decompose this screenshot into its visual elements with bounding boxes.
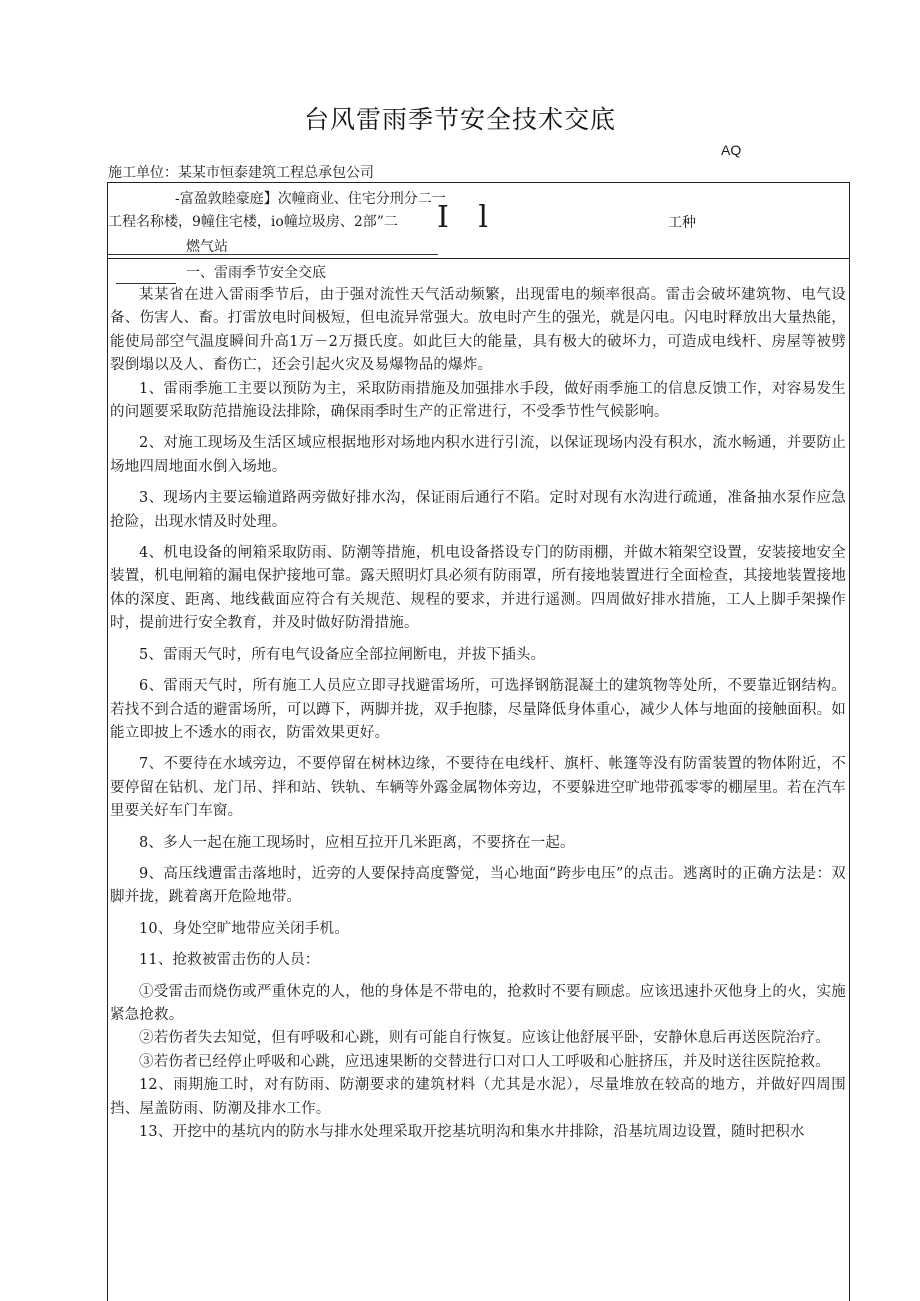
paragraph-item-13: 13、开挖中的基坑内的防水与排水处理采取开挖基坑明沟和集水井排除，沿基坑周边设置，随时把积水	[139, 1124, 805, 1140]
project-name-line-1: -富盈敦睦豪庭】次幢商业、住宅分刑分二一	[175, 191, 446, 207]
paragraph-item-12: 12、雨期施工时，对有防雨、防潮要求的建筑材料（尤其是水泥），尽量堆放在较高的地方，并做好四周围挡、屋盖防雨、防潮及排水工作。	[110, 1077, 846, 1117]
paragraph-item-3: 3、现场内主要运输道路两旁做好排水沟，保证雨后通行不陷。定时对现有水沟进行疏通，准备抽水泵作应急抢险，出现水情及时处理。	[110, 490, 846, 530]
project-underline	[108, 254, 438, 255]
paragraph-item-11: 11、抢救被雷击伤的人员：	[139, 952, 320, 969]
paragraph-sub-3: ③若伤者已经停止呼吸和心跳，应迅速果断的交替进行口对口人工呼吸和心脏挤压，并及时送往医院抢救。	[139, 1053, 830, 1070]
paragraph-sub-2: ②若伤者失去知觉，但有呼吸和心跳，则有可能自行恢复。应该让他舒展平卧，安静休息后再送医院治疗。	[139, 1030, 830, 1047]
table-top-border	[107, 182, 849, 183]
unit-label: 施工单位：	[108, 165, 178, 181]
section-heading: 一、雷雨季节安全交底	[186, 265, 326, 281]
table-right-border	[849, 182, 850, 1301]
unit-name: 某某市恒泰建筑工程总承包公司	[178, 165, 374, 181]
paragraph-item-9: 9、高压线遭雷击落地时，近旁的人要保持高度警觉，当心地面“跨步电压”的点击。逃离时的正确方法是：双脚并拢，跳着离开危险地带。	[110, 865, 846, 906]
construction-unit	[108, 162, 374, 182]
document-title: 台风雷雨季节安全技术交底	[303, 105, 616, 134]
paragraph-item-7: 7、不要待在水域旁边，不要停留在树林边缘，不要待在电线杆、旗杆、帐篷等没有防雷装置的物体附近，不要停留在钻机、龙门吊、拌和站、铁轨、车辆等外露金属物体旁边，不要躲进空旷地带孤零零的棚屋里。若在汽车里要关好车门车窗。	[110, 756, 846, 820]
document-code: AQ	[721, 142, 742, 158]
table-left-border	[107, 182, 108, 1301]
project-name-line-3: 燃气站	[186, 239, 228, 255]
project-name-line-2: 工程名称楼，9幢住宅楼，io幢垃圾房、2部”二	[108, 214, 398, 230]
section-divider	[107, 258, 849, 259]
paragraph-sub-1: ①受雷击而烧伤或严重休克的人，他的身体是不带电的，抢救时不要有顾虑。应该迅速扑灭他身上的火，实施紧急抢救。	[110, 983, 846, 1023]
paragraph-intro: 某某省在进入雷雨季节后，由于强对流性天气活动频繁，出现雷电的频率很高。雷击会破坏建筑物、电气设备、伤害人、畜。打雷放电时间极短，但电流异常强大。放电时产生的强光，就是闪电。闪电时释放出大量热能，能使局部空气温度瞬间升高1万－2万摄氏度。如此巨大的能量，具有极大的破坏力，可造成电线杆、房屋等被劈裂倒塌以及人、畜伤亡，还会引起火灾及易爆物品的爆炸。	[110, 287, 846, 374]
paragraph-item-1: 1、雷雨季施工主要以预防为主，采取防雨措施及加强排水手段，做好雨季施工的信息反馈工作，对容易发生的问题要采取防范措施设法排除，确保雨季时生产的正常进行，不受季节性气候影响。	[110, 380, 846, 421]
paragraph-item-5: 5、雷雨天气时，所有电气设备应全部拉闸断电，并拔下插头。	[139, 646, 546, 663]
handwritten-mark: I l	[437, 200, 498, 235]
paragraph-item-6: 6、雷雨天气时，所有施工人员应立即寻找避雷场所，可选择钢筋混凝土的建筑物等处所，不要靠近钢结构。若找不到合适的避雷场所，可以蹲下，两脚并拢，双手抱膝，尽量降低身体重心，减少人体与地面的接触面积。如能立即披上不透水的雨衣，防雷效果更好。	[110, 678, 846, 741]
paragraph-item-4: 4、机电设备的闸箱采取防雨、防潮等措施，机电设备搭设专门的防雨棚，并做木箱架空设置，安装接地安全装置，机电闸箱的漏电保护接地可靠。露天照明灯具必须有防雨罩，所有接地装置进行全面检查，其接地装置接地体的深度、距离、地线截面应符合有关规范、规程的要求，并进行遥测。四周做好排水措施，工人上脚手架操作时，提前进行安全教育，并及时做好防滑措施。	[110, 545, 846, 632]
paragraph-item-8: 8、多人一起在施工现场时，应相互拉开几米距离，不要挤在一起。	[139, 834, 575, 851]
work-type-label: 工种	[668, 215, 696, 231]
content-body	[110, 284, 846, 1144]
paragraph-item-2: 2、对施工现场及生活区域应根据地形对场地内积水进行引流，以保证现场内没有积水，流水畅通，并要防止场地四周地面水倒入场地。	[110, 435, 846, 475]
paragraph-item-10: 10、身处空旷地带应关闭手机。	[139, 920, 349, 937]
